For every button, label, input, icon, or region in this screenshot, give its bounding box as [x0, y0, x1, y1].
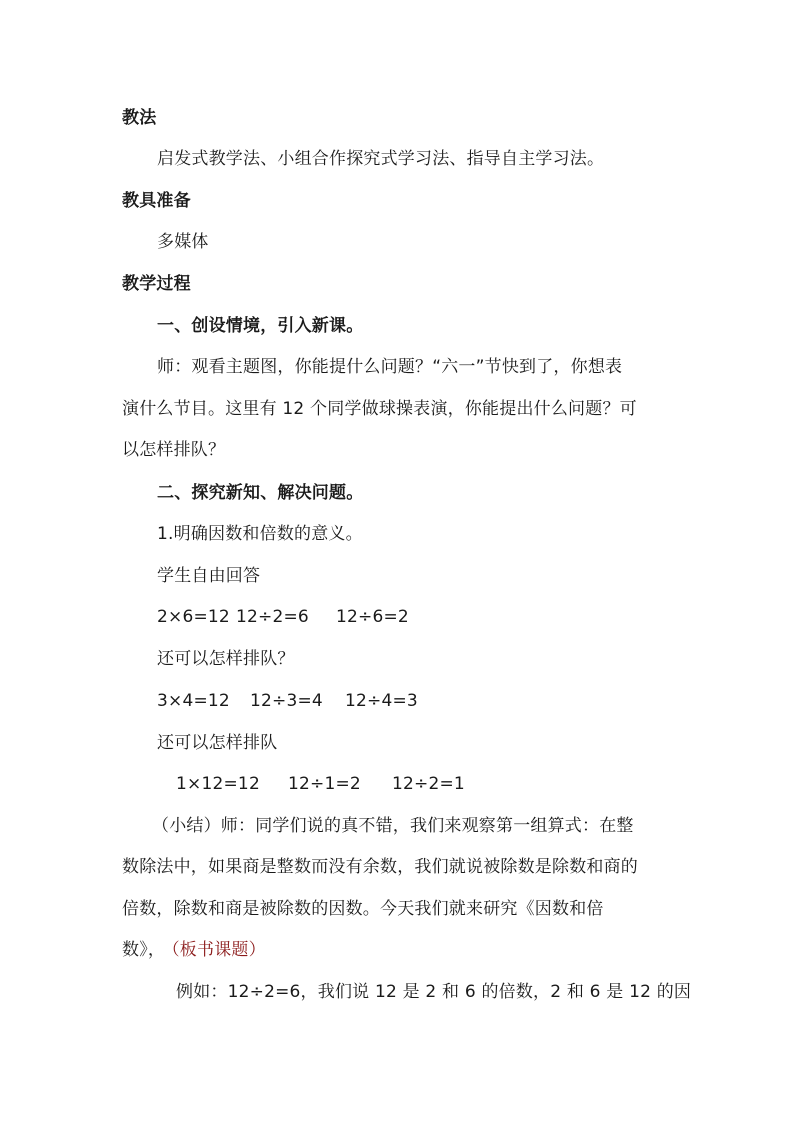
summary-text: 数》， — [122, 940, 166, 960]
equation: 12÷2=1 — [392, 774, 465, 794]
question-text: 还可以怎样排队 — [157, 733, 278, 753]
heading-teaching-process: 教学过程 — [122, 274, 191, 294]
section1-paragraph-line: 以怎样排队？ — [122, 440, 226, 460]
equation: 12÷2=6 — [236, 607, 309, 627]
section1-title: 一、创设情境，引入新课。 — [157, 316, 364, 336]
teaching-tools-text: 多媒体 — [157, 232, 209, 252]
summary-line — [122, 938, 266, 962]
equation: 2×6=12 — [157, 607, 230, 627]
section2-title: 二、探究新知、解决问题。 — [157, 483, 364, 503]
equation: 12÷3=4 — [250, 691, 323, 711]
question-text: 还可以怎样排队？ — [157, 649, 295, 669]
summary-line: （小结）师：同学们说的真不错，我们来观察第一组算式：在整 — [152, 816, 634, 836]
equation: 3×4=12 — [157, 691, 230, 711]
answer-intro-text: 学生自由回答 — [157, 566, 261, 586]
summary-line: 数除法中，如果商是整数而没有余数，我们就说被除数是除数和商的 — [122, 857, 638, 877]
item1-text: 1.明确因数和倍数的意义。 — [157, 524, 363, 544]
section1-paragraph-line: 演什么节目。这里有 12 个同学做球操表演，你能提出什么问题？可 — [122, 399, 637, 419]
summary-line: 倍数，除数和商是被除数的因数。今天我们就来研究《因数和倍 — [122, 899, 604, 919]
equation: 1×12=12 — [176, 774, 260, 794]
teaching-method-text: 启发式教学法、小组合作探究式学习法、指导自主学习法。 — [157, 149, 605, 169]
equation: 12÷6=2 — [336, 607, 409, 627]
equation: 12÷4=3 — [345, 691, 418, 711]
heading-teaching-tools: 教具准备 — [122, 191, 191, 211]
equation: 12÷1=2 — [288, 774, 361, 794]
heading-teaching-method: 教法 — [122, 108, 157, 128]
section1-paragraph-line: 师：观看主题图，你能提什么问题？“六一”节快到了，你想表 — [157, 357, 623, 377]
board-note: （板书课题） — [171, 940, 266, 960]
example-line: 例如：12÷2=6，我们说 12 是 2 和 6 的倍数，2 和 6 是 12 的因 — [176, 982, 692, 1002]
